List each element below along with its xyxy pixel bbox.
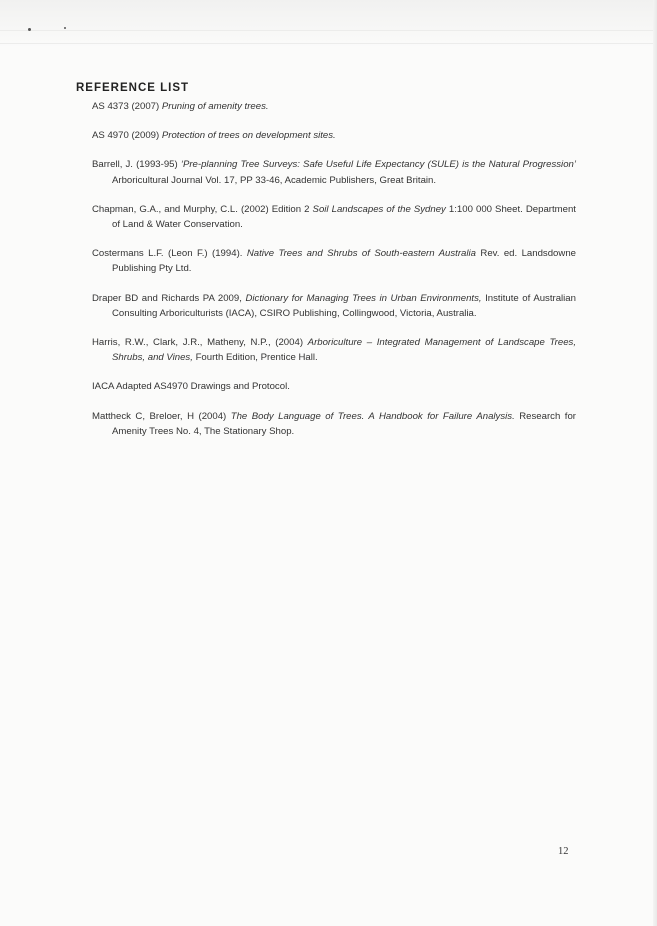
reference-entry bbox=[92, 379, 576, 394]
scan-speck bbox=[28, 28, 31, 31]
page-right-edge bbox=[653, 0, 657, 926]
reference-text: Institute of Australian Consulting Arboriculturists (IACA), CSIRO Publishing, Collingwood, Victoria, Australia. bbox=[112, 292, 576, 319]
reference-text: Mattheck C, Breloer, H (2004) bbox=[92, 410, 231, 422]
reference-text: Chapman, G.A., and Murphy, C.L. (2002) Edition 2 bbox=[92, 203, 313, 215]
reference-text: Costermans L.F. (Leon F.) (1994). bbox=[92, 248, 247, 260]
reference-text: Rev. ed. Landsdowne Publishing Pty Ltd. bbox=[112, 248, 576, 275]
scan-artifact-line bbox=[0, 30, 657, 31]
reference-entry bbox=[92, 157, 576, 187]
reference-entry bbox=[92, 99, 576, 114]
reference-text: 1:100 000 Sheet. Department of Land & Water Conservation. bbox=[112, 203, 576, 231]
reference-text: Fourth Edition, Prentice Hall. bbox=[192, 352, 318, 364]
reference-text: AS 4970 (2009) bbox=[92, 130, 162, 142]
page-number: 12 bbox=[558, 846, 569, 857]
reference-text: Harris, R.W., Clark, J.R., Matheny, N.P., (2004) bbox=[92, 337, 308, 349]
reference-entry bbox=[92, 291, 576, 321]
reference-text: Barrell, J. (1993-95) bbox=[92, 159, 181, 171]
reference-title: Protection of trees on development sites. bbox=[161, 130, 336, 142]
reference-title: Arboriculture – Integrated Management of Landscape Trees, Shrubs, and Vines, bbox=[112, 337, 576, 364]
reference-title: Dictionary for Managing Trees in Urban Environments, bbox=[245, 292, 482, 304]
scan-top-shading bbox=[0, 0, 657, 48]
reference-title: Pruning of amenity trees. bbox=[161, 101, 269, 112]
reference-entry bbox=[92, 335, 576, 365]
reference-text: IACA Adapted AS4970 Drawings and Protocol. bbox=[92, 381, 290, 393]
reference-entry bbox=[92, 246, 576, 276]
document-body bbox=[76, 82, 576, 453]
reference-list bbox=[76, 99, 576, 439]
reference-title: The Body Language of Trees. A Handbook for Failure Analysis. bbox=[230, 410, 515, 422]
reference-entry bbox=[92, 409, 576, 439]
reference-text: AS 4373 (2007) bbox=[92, 101, 162, 112]
scan-speck bbox=[64, 27, 66, 29]
reference-title: Native Trees and Shrubs of South-eastern Australia bbox=[246, 248, 476, 260]
reference-entry bbox=[92, 128, 576, 143]
scan-artifact-line bbox=[0, 43, 657, 44]
reference-title: ‘Pre-planning Tree Surveys: Safe Useful Life Expectancy (SULE) is the Natural Progression’ bbox=[180, 159, 576, 171]
reference-text: Research for Amenity Trees No. 4, The Stationary Shop. bbox=[112, 410, 576, 437]
reference-text: Arboricultural Journal Vol. 17, PP 33-46, Academic Publishers, Great Britain. bbox=[112, 174, 437, 186]
page-title: REFERENCE LIST bbox=[76, 82, 190, 94]
reference-title: Soil Landscapes of the Sydney bbox=[312, 203, 446, 215]
reference-text: Draper BD and Richards PA 2009, bbox=[92, 292, 246, 304]
reference-entry bbox=[92, 202, 576, 232]
